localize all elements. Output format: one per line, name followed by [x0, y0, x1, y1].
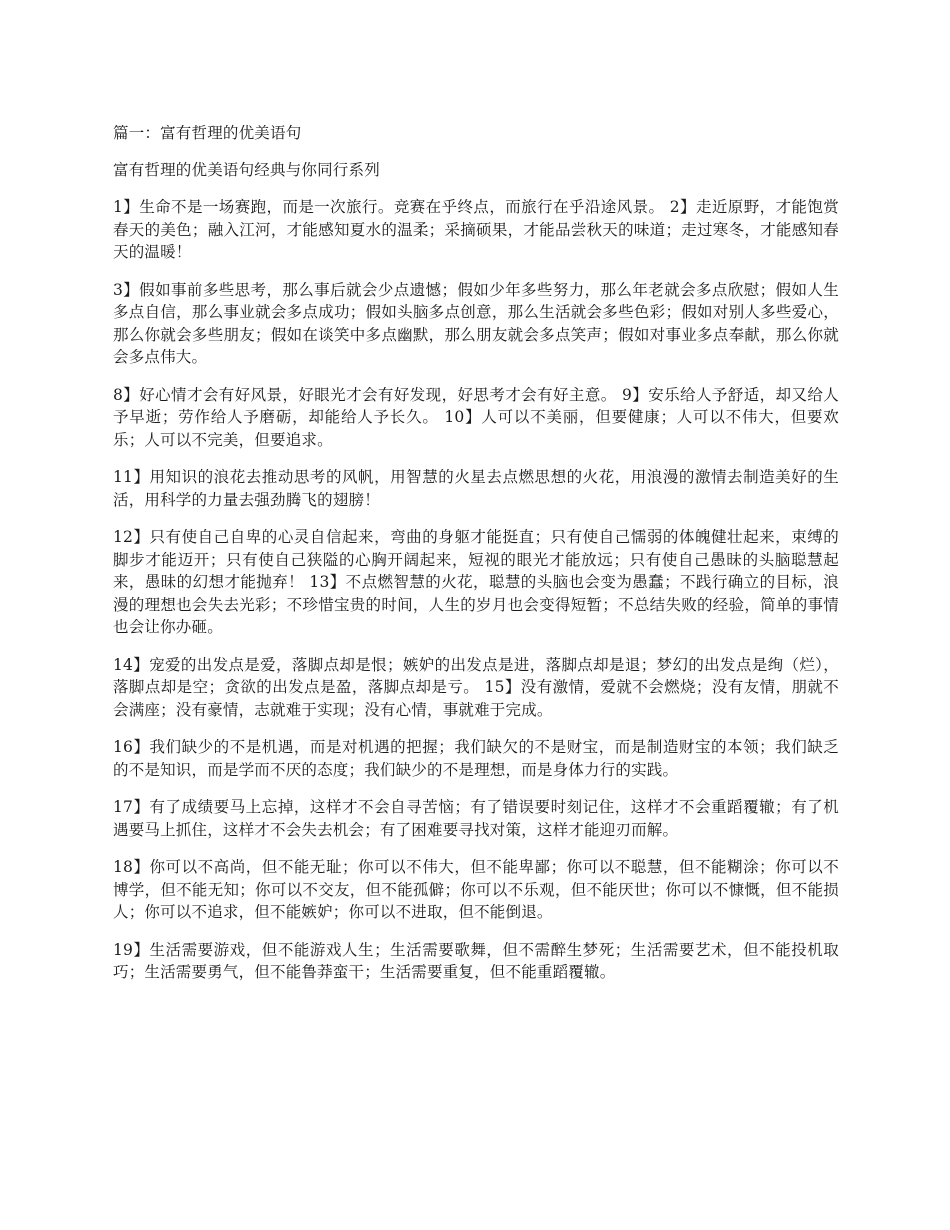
- paragraph-4: 11】用知识的浪花去推动思考的风帆，用智慧的火星去点燃思想的火花，用浪漫的激情去制造美好的生活，用科学的力量去强劲腾飞的翅膀！: [113, 468, 839, 509]
- paragraph-9: 18】你可以不高尚，但不能无耻；你可以不伟大，但不能卑鄙；你可以不聪慧，但不能糊涂；你可以不博学，但不能无知；你可以不交友，但不能孤僻；你可以不乐观，但不能厌世；你可以不慷慨，但不能损人；你可以不追求，但不能嫉妒；你可以不进取，但不能倒退。: [113, 858, 839, 921]
- paragraph-1: 1】生命不是一场赛跑，而是一次旅行。竞赛在乎终点，而旅行在乎沿途风景。 2】走近原野，才能饱赏春天的美色；融入江河，才能感知夏水的温柔；采摘硕果，才能品尝秋天的味道；走过寒冬，才能感知春天的温暖！: [113, 198, 839, 261]
- document-subtitle: 富有哲理的优美语句经典与你同行系列: [113, 160, 380, 179]
- paragraph-5: 12】只有使自己自卑的心灵自信起来，弯曲的身躯才能挺直；只有使自己懦弱的体魄健壮起来，束缚的脚步才能迈开；只有使自己狭隘的心胸开阔起来，短视的眼光才能放远；只有使自己愚昧的头脑聪慧起来，愚昧的幻想才能抛弃！ 13】不点燃智慧的火花，聪慧的头脑也会变为愚蠢；不践行确立的目标，浪漫的理想也会失去光彩；不珍惜宝贵的时间，人生的岁月也会变得短暂；不总结失败的经验，简单的事情也会让你办砸。: [113, 528, 839, 636]
- paragraph-3: 8】好心情才会有好风景，好眼光才会有好发现，好思考才会有好主意。 9】安乐给人予舒适，却又给人予早逝；劳作给人予磨砺，却能给人予长久。 10】人可以不美丽，但要健康；人可以不伟大，但要欢乐；人可以不完美，但要追求。: [113, 385, 839, 449]
- paragraph-8: 17】有了成绩要马上忘掉，这样才不会自寻苦恼；有了错误要时刻记住，这样才不会重蹈覆辙；有了机遇要马上抓住，这样才不会失去机会；有了困难要寻找对策，这样才能迎刃而解。: [113, 798, 839, 839]
- paragraph-6: 14】宠爱的出发点是爱，落脚点却是恨；嫉妒的出发点是进，落脚点却是退；梦幻的出发点是绚（烂），落脚点却是空；贪欲的出发点是盈，落脚点却是亏。 15】没有激情，爱就不会燃烧；没有友情，朋就不会满座；没有豪情，志就难于实现；没有心情，事就难于完成。: [113, 655, 839, 719]
- document-page: [113, 122, 839, 999]
- paragraph-10: 19】生活需要游戏，但不能游戏人生；生活需要歌舞，但不需醉生梦死；生活需要艺术，但不能投机取巧；生活需要勇气，但不能鲁莽蛮干；生活需要重复，但不能重蹈覆辙。: [113, 940, 839, 981]
- paragraph-7: 16】我们缺少的不是机遇，而是对机遇的把握；我们缺欠的不是财宝，而是制造财宝的本领；我们缺乏的不是知识，而是学而不厌的态度；我们缺少的不是理想，而是身体力行的实践。: [113, 738, 839, 779]
- document-title: 篇一：富有哲理的优美语句: [113, 124, 302, 142]
- paragraph-2: 3】假如事前多些思考，那么事后就会少点遗憾；假如少年多些努力，那么年老就会多点欣慰；假如人生多点自信，那么事业就会多点成功；假如头脑多点创意，那么生活就会多些色彩；假如对别人多些爱心，那么你就会多些朋友；假如在谈笑中多点幽默，那么朋友就会多点笑声；假如对事业多点奉献，那么你就会多点伟大。: [113, 280, 839, 366]
